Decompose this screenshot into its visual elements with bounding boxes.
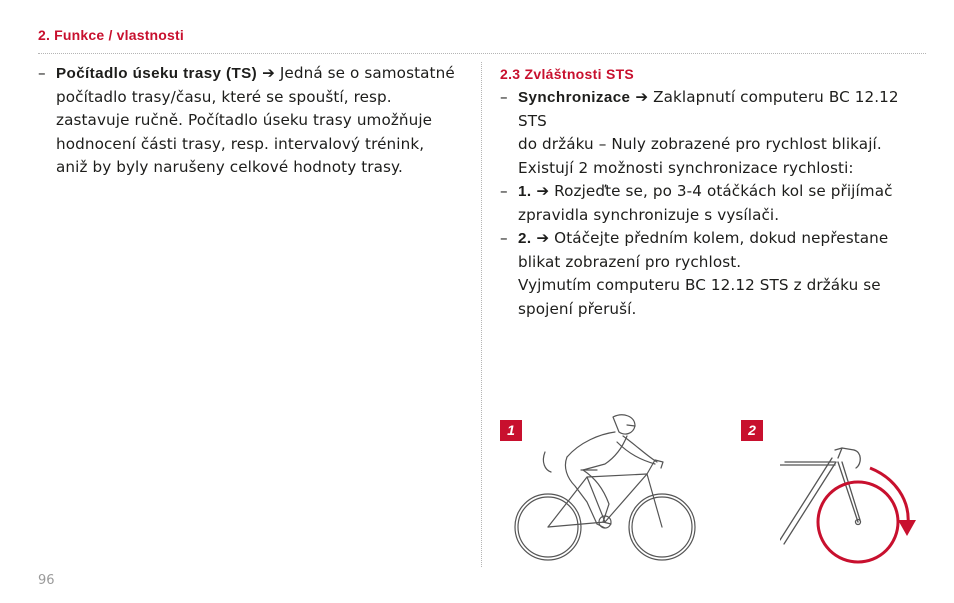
paragraph-line: hodnocení části trasy, resp. intervalový trénink, xyxy=(56,134,425,153)
paragraph-line: počítadlo trasy/času, které se spouští, resp. xyxy=(56,87,392,106)
arrow-right-icon: ➔ xyxy=(536,229,550,247)
paragraph-line xyxy=(518,227,930,251)
list-dash: – xyxy=(38,64,46,82)
list-dash: – xyxy=(500,182,508,200)
section-title: 2. Funkce / vlastnosti xyxy=(38,27,184,43)
option-number: 2. xyxy=(518,230,532,247)
paragraph-line: blikat zobrazení pro rychlost. xyxy=(518,252,742,271)
page-number: 96 xyxy=(38,573,55,588)
paragraph-text: Otáčejte předním kolem, dokud nepřestane xyxy=(554,229,889,247)
cyclist-illustration xyxy=(505,412,705,572)
left-column xyxy=(38,62,468,180)
paragraph-line: Vyjmutím computeru BC 12.12 STS z držáku se xyxy=(518,276,881,294)
arrow-right-icon: ➔ xyxy=(262,64,275,82)
ts-counter-item xyxy=(38,62,468,180)
right-column xyxy=(500,62,930,321)
arrow-right-icon: ➔ xyxy=(536,182,550,200)
paragraph-line xyxy=(518,86,930,133)
option-number: 1. xyxy=(518,183,532,200)
paragraph-line: Existují 2 možnosti synchronizace rychlosti: xyxy=(518,158,854,177)
paragraph-line: zastavuje ručně. Počítadlo úseku trasy umožňuje xyxy=(56,111,433,129)
list-dash: – xyxy=(500,88,508,106)
column-divider xyxy=(481,62,482,567)
option-1-item xyxy=(500,180,930,227)
paragraph-line: spojení přeruší. xyxy=(518,299,637,318)
paragraph-line: zpravidla synchronizuje s vysílači. xyxy=(518,205,780,224)
figure-2-badge: 2 xyxy=(741,420,763,441)
ts-counter-term: Počítadlo úseku trasy (TS) xyxy=(56,65,258,82)
arrow-right-icon: ➔ xyxy=(635,88,649,106)
paragraph-line xyxy=(56,62,468,86)
figure-1-badge: 1 xyxy=(500,420,522,441)
option-2-item xyxy=(500,227,930,321)
paragraph-text: Zaklapnutí computeru BC 12.12 STS xyxy=(518,88,899,130)
list-dash: – xyxy=(500,229,508,247)
subsection-heading: 2.3 Zvláštnosti STS xyxy=(500,66,635,82)
paragraph-line xyxy=(518,180,930,204)
header-divider xyxy=(38,53,926,54)
paragraph-line: aniž by byly narušeny celkové hodnoty trasy. xyxy=(56,158,403,176)
paragraph-line: do držáku – Nuly zobrazené pro rychlost blikají. xyxy=(518,135,882,153)
sync-term: Synchronizace xyxy=(518,89,631,106)
front-wheel-rotation-illustration xyxy=(780,440,920,570)
paragraph-text: Rozjeďte se, po 3-4 otáčkách kol se přijímač xyxy=(554,182,893,200)
paragraph-text: Jedná se o samostatné xyxy=(279,64,455,82)
sync-item xyxy=(500,86,930,180)
